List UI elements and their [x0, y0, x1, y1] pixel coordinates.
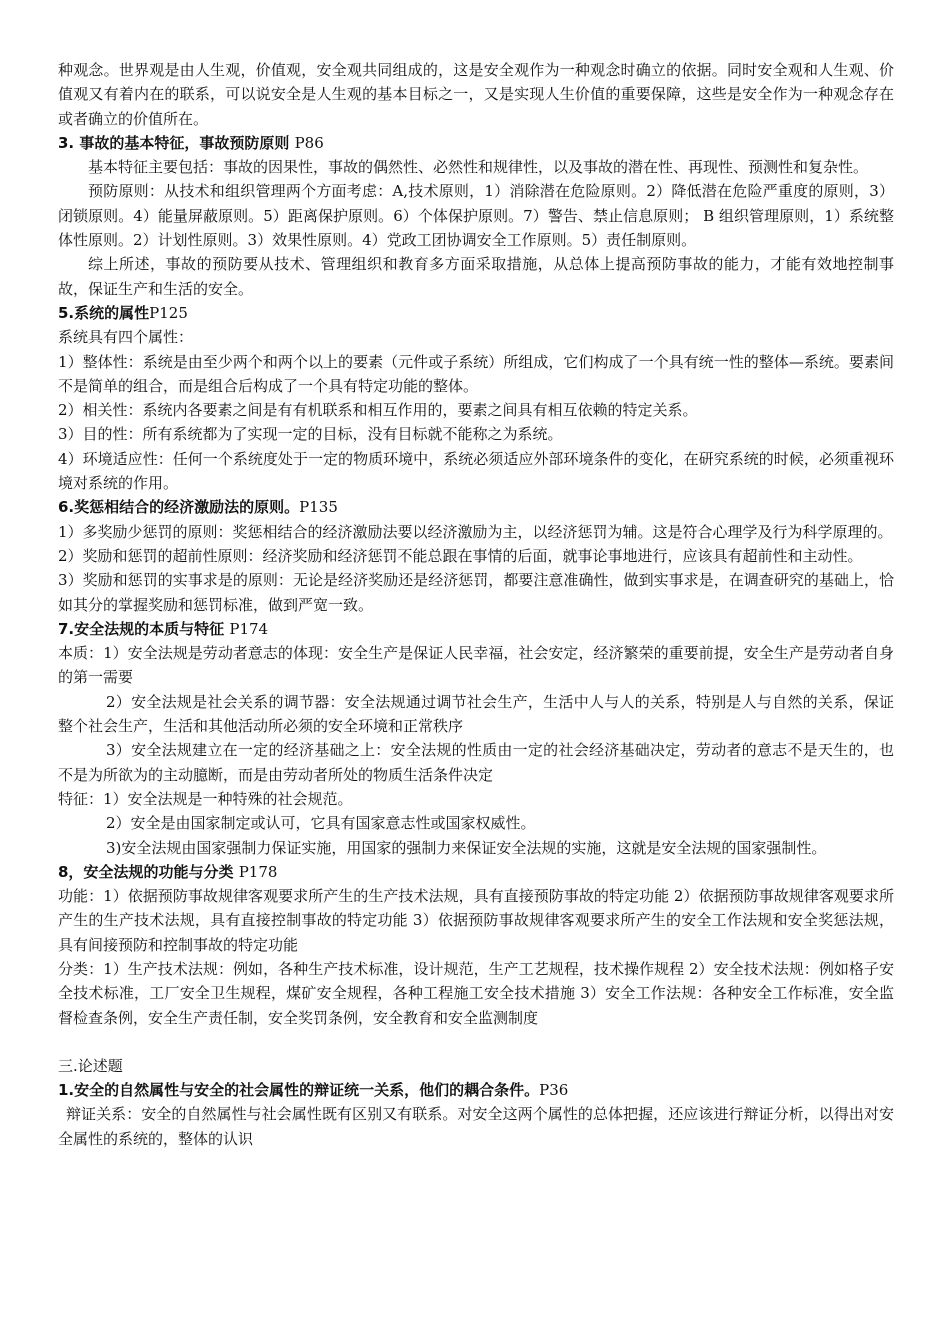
section-8-heading: 8，安全法规的功能与分类 P178: [58, 862, 278, 881]
s7-essence-3: 3）安全法规建立在一定的经济基础之上：安全法规的性质由一定的社会经济基础决定，劳动者的意志不是天生的，也不是为所欲为的主动臆断，而是由劳动者所处的物质生活条件决定: [58, 741, 894, 784]
s8-classification: 分类：1）生产技术法规：例如，各种生产技术标准，设计规范，生产工艺规程，技术操作规程 2）安全技术法规：例如格子安全技术标准，工厂安全卫生规程，煤矿安全规程，各种工程施工安全技术措施 3）安全工作法规：各种安全工作标准，安全监督检查条例，安全生产责任制，安全奖罚条例，安全教育和安全监测制度: [58, 959, 894, 1027]
s7-feature-2: 2）安全是由国家制定或认可，它具有国家意志性或国家权威性。: [106, 814, 536, 833]
section-3-heading: 3. 事故的基本特征，事故预防原则 P86: [58, 133, 324, 152]
section-7-heading: 7.安全法规的本质与特征 P174: [58, 619, 269, 638]
s6-item-2: 2）奖励和惩罚的超前性原则：经济奖励和经济惩罚不能总跟在事情的后面，就事论事地进行，应该具有超前性和主动性。: [58, 546, 863, 565]
s5-item-2: 2）相关性：系统内各要素之间是有有机联系和相互作用的，要素之间具有相互依赖的特定关系。: [58, 401, 698, 420]
document-page: [58, 58, 894, 1151]
s3-paragraph-3: 综上所述，事故的预防要从技术、管理组织和教育多方面采取措施，从总体上提高预防事故的能力，才能有效地控制事故，保证生产和生活的安全。: [58, 255, 894, 298]
page-ref: P86: [294, 133, 324, 152]
page-ref: P36: [539, 1081, 569, 1100]
page-ref: P125: [149, 303, 188, 322]
s5-item-4: 4）环境适应性：任何一个系统度处于一定的物质环境中，系统必须适应外部环境条件的变化，在研究系统的时候，必须重视环境对系统的作用。: [58, 449, 894, 493]
s5-lead: 系统具有四个属性：: [58, 328, 194, 347]
s3-paragraph-1: 基本特征主要包括：事故的因果性，事故的偶然性、必然性和规律性，以及事故的潜在性、再现性、预测性和复杂性。: [88, 158, 869, 177]
s7-feature-3: 3)安全法规由国家强制力保证实施，用国家的强制力来保证安全法规的实施，这就是安全法规的国家强制性。: [106, 838, 827, 857]
s3-paragraph-2: 预防原则：从技术和组织管理两个方面考虑：A,技术原则，1）消除潜在危险原则。2）降低潜在危险严重度的原则，3）闭锁原则。4）能量屏蔽原则。5）距离保护原则。6）个体保护原则。7）警告、禁止信息原则； B 组织管理原则，1）系统整体性原则。2）计划性原则。3）效果性原则。4）党政工团协调安全工作原则。5）责任制原则。: [58, 182, 894, 250]
s7-essence-2: 2）安全法规是社会关系的调节器：安全法规通过调节社会生产，生活中人与人的关系，特别是人与自然的关系，保证整个社会生产，生活和其他活动所必须的安全环境和正常秩序: [58, 692, 894, 736]
s5-item-3: 3）目的性：所有系统都为了实现一定的目标，没有目标就不能称之为系统。: [58, 425, 563, 444]
s7-essence-1: 本质：1）安全法规是劳动者意志的体现：安全生产是保证人民幸福，社会安定，经济繁荣的重要前提，安全生产是劳动者自身的第一需要: [58, 644, 894, 687]
part-3-title: 三.论述题: [58, 1056, 123, 1075]
s6-item-1: 1）多奖励少惩罚的原则：奖惩相结合的经济激励法要以经济激励为主，以经济惩罚为辅。这是符合心理学及行为科学原理的。: [58, 522, 893, 541]
s5-item-1: 1）整体性：系统是由至少两个和两个以上的要素（元件或子系统）所组成，它们构成了一个具有统一性的整体—系统。要素间不是简单的组合，而是组合后构成了一个具有特定功能的整体。: [58, 352, 894, 395]
page-ref: P178: [238, 862, 278, 881]
question-1-text: 辩证关系：安全的自然属性与社会属性既有区别又有联系。对安全这两个属性的总体把握，还应该进行辩证分析，以得出对安全属性的系统的，整体的认识: [58, 1105, 894, 1148]
question-1-heading: 1.安全的自然属性与安全的社会属性的辩证统一关系，他们的耦合条件。P36: [58, 1081, 569, 1100]
s6-item-3: 3）奖励和惩罚的实事求是的原则：无论是经济奖励还是经济惩罚，都要注意准确性，做到实事求是，在调查研究的基础上，恰如其分的掌握奖励和惩罚标准，做到严宽一致。: [58, 571, 894, 614]
s7-feature-1: 特征：1）安全法规是一种特殊的社会规范。: [58, 789, 353, 808]
s8-function: 功能：1）依据预防事故规律客观要求所产生的生产技术法规，具有直接预防事故的特定功能 2）依据预防事故规律客观要求所产生的生产技术法规，具有直接控制事故的特定功能 3）依据预防事故规律客观要求所产生的安全工作法规和安全奖惩法规，具有间接预防和控制事故的特定功能: [58, 887, 894, 954]
page-ref: P174: [229, 619, 269, 638]
intro-paragraph: 种观念。世界观是由人生观，价值观，安全观共同组成的，这是安全观作为一种观念时确立的依据。同时安全观和人生观、价值观又有着内在的联系，可以说安全是人生观的基本目标之一，又是实现人生价值的重要保障，这些是安全作为一种观念存在或者确立的价值所在。: [58, 61, 894, 128]
section-6-heading: 6.奖惩相结合的经济激励法的原则。P135: [58, 498, 338, 517]
page-ref: P135: [299, 498, 338, 517]
section-5-heading: 5.系统的属性P125: [58, 303, 188, 322]
